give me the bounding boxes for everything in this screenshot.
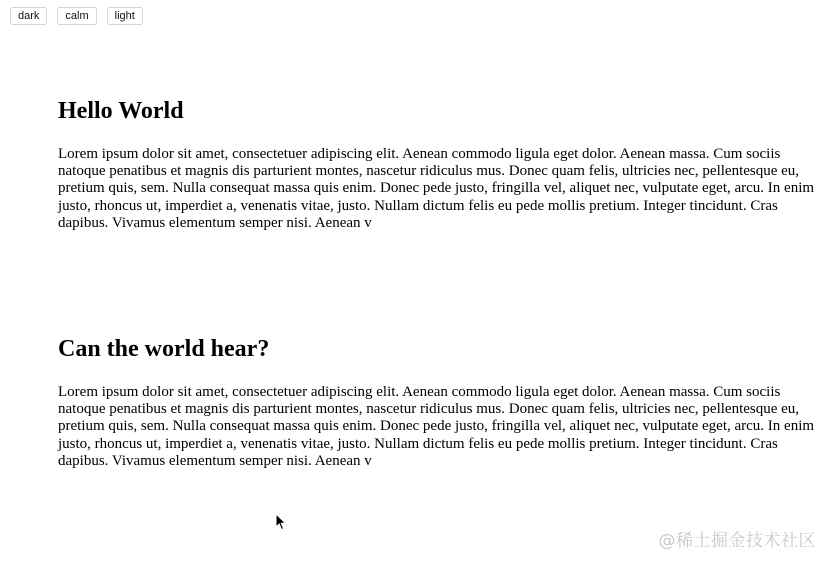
light-theme-button[interactable]: light: [107, 7, 143, 25]
calm-theme-button[interactable]: calm: [57, 7, 96, 25]
section-paragraph: Lorem ipsum dolor sit amet, consectetuer adipiscing elit. Aenean commodo ligula eget dolor. Aenean massa. Cum sociis natoque penatibus et magnis dis parturient montes, nascetur ridiculus mus. Donec quam felis, ultricies nec, pellentesque eu, pretium quis, sem. Nulla consequat massa quis enim. Donec pede justo, fringilla vel, aliquet nec, vulputate eget, arcu. In enim justo, rhoncus ut, imperdiet a, venenatis vitae, justo. Nullam dictum felis eu pede mollis pretium. Integer tincidunt. Cras dapibus. Vivamus elementum semper nisi. Aenean v: [58, 146, 815, 231]
section-heading: Can the world hear?: [58, 336, 270, 362]
content-section-hello-world: [58, 97, 818, 232]
dark-theme-button[interactable]: dark: [10, 7, 47, 25]
section-paragraph: Lorem ipsum dolor sit amet, consectetuer adipiscing elit. Aenean commodo ligula eget dolor. Aenean massa. Cum sociis natoque penatibus et magnis dis parturient montes, nascetur ridiculus mus. Donec quam felis, ultricies nec, pellentesque eu, pretium quis, sem. Nulla consequat massa quis enim. Donec pede justo, fringilla vel, aliquet nec, vulputate eget, arcu. In enim justo, rhoncus ut, imperdiet a, venenatis vitae, justo. Nullam dictum felis eu pede mollis pretium. Integer tincidunt. Cras dapibus. Vivamus elementum semper nisi. Aenean v: [58, 384, 815, 469]
theme-switcher: [10, 7, 143, 25]
mouse-pointer-icon: [275, 513, 287, 531]
watermark-text: @稀土掘金技术社区: [658, 531, 816, 551]
content-section-world-hear: [58, 335, 818, 470]
section-heading: Hello World: [58, 98, 184, 124]
